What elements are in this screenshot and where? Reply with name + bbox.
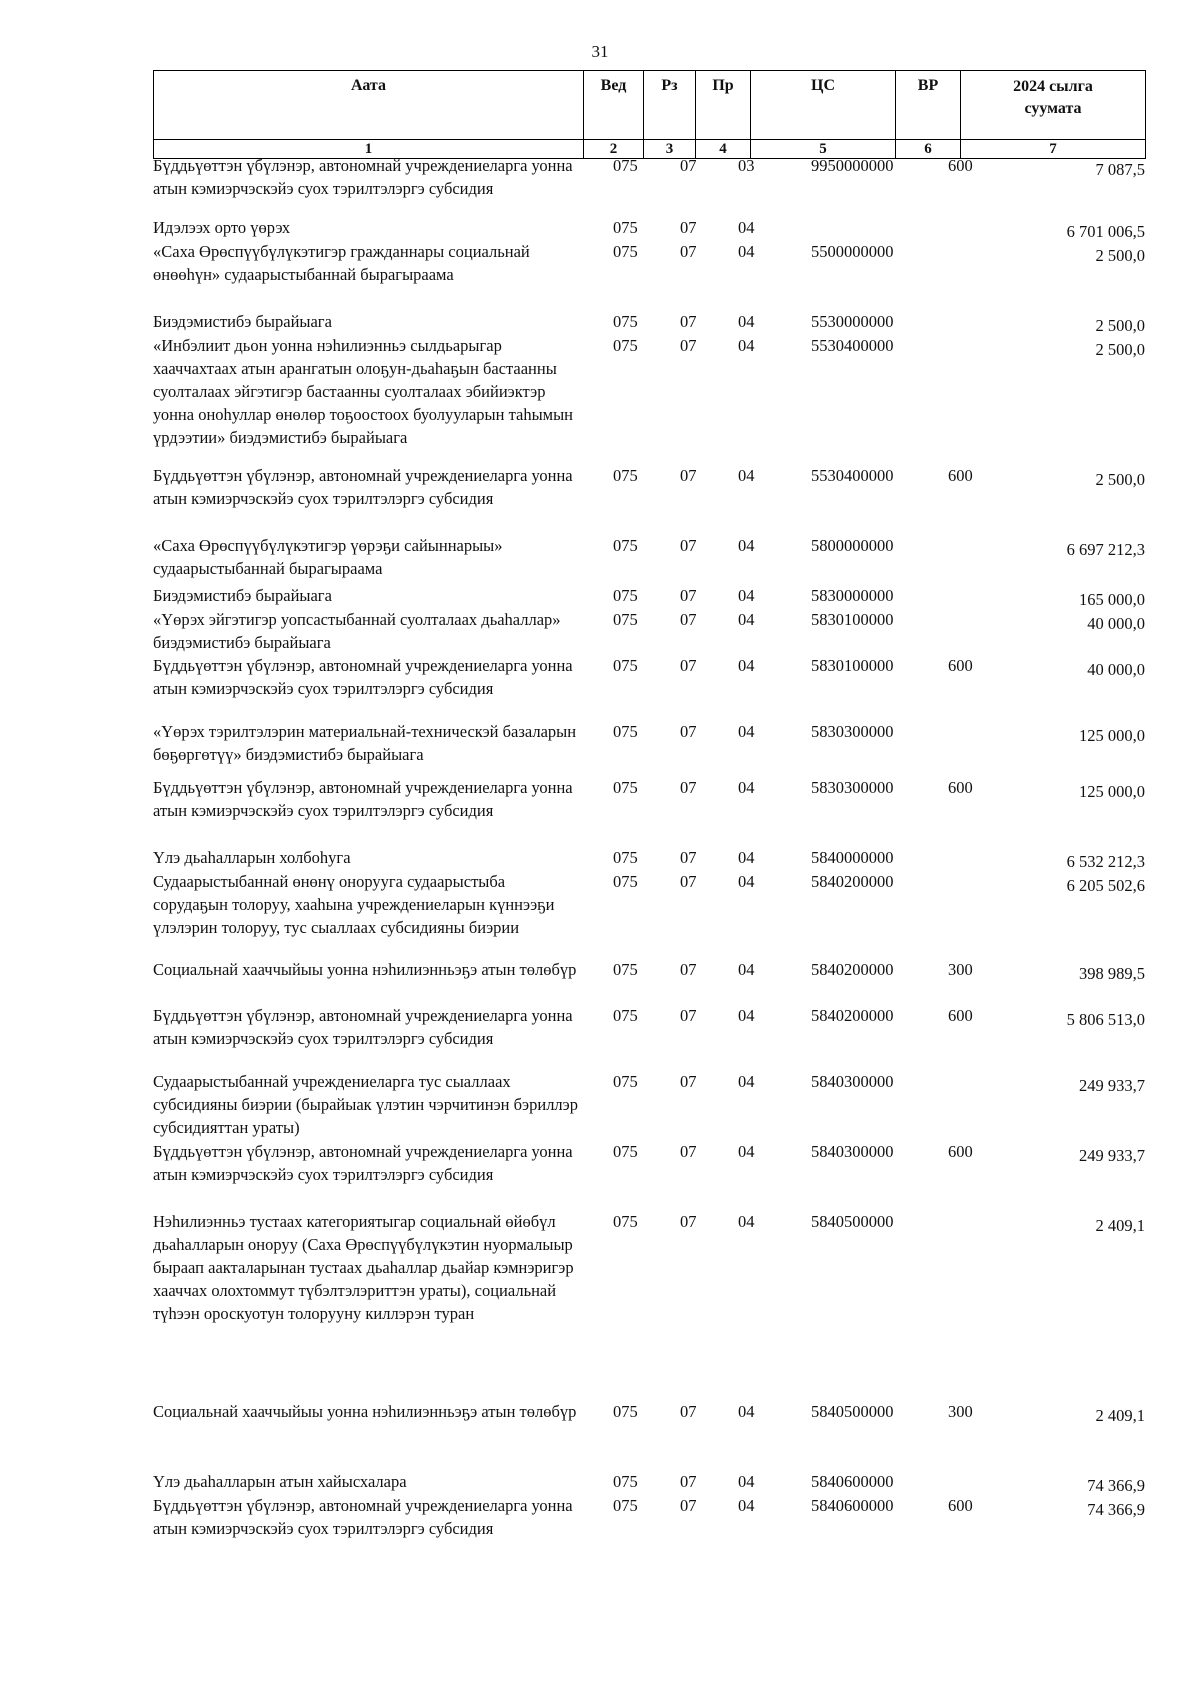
cell-name: «Үөрэх эйгэтигэр уопсастыбаннай суолталаах дьаһаллар» биэдэмистибэ бырайыага [153, 610, 561, 652]
cell-ved: 075 [613, 960, 638, 979]
col-number-1: 1 [154, 140, 584, 159]
cell-ved: 075 [613, 1006, 638, 1025]
cell-name: «Инбэлиит дьон уонна нэһилиэнньэ сылдьарыгар хааччахтаах атын арангатын олоҕун-дьаһаҕын бастаанны суолталаах эйгэтигэр бастаанны суолталаах эбийиэктэр уонна оноһуллар өнөлөр тоҕоостоох буолууларын таһымын үрдээтии» биэдэмистибэ бырайыага [153, 336, 574, 447]
cell-cs: 5830300000 [811, 778, 894, 797]
cell-name: Бүддьүөттэн үбүлэнэр, автономнай учреждениеларга уонна атын кэмиэрчэскэйэ суох тэрилтэлэргэ субсидия [153, 778, 573, 820]
cell-pr: 04 [738, 848, 755, 867]
cell-rz: 07 [680, 336, 697, 355]
cell-cs: 5500000000 [811, 242, 894, 261]
cell-pr: 04 [738, 1472, 755, 1491]
cell-cs: 5530000000 [811, 312, 894, 331]
cell-ved: 075 [613, 778, 638, 797]
cell-sum: 249 933,7 [1079, 1076, 1145, 1095]
cell-rz: 07 [680, 156, 697, 175]
cell-vr: 600 [948, 156, 973, 175]
cell-name: Судаарыстыбаннай учреждениеларга тус сыаллаах субсидияны биэрии (бырайыак үлэтин чэрчитинэн бэриллэр субсидияттан ураты) [153, 1072, 578, 1137]
cell-ved: 075 [613, 1472, 638, 1491]
cell-sum: 2 500,0 [1095, 470, 1145, 489]
cell-vr: 600 [948, 656, 973, 675]
cell-name: «Саха Өрөспүүбүлүкэтигэр үөрэҕи сайыннарыы» судаарыстыбаннай бырагыраама [153, 536, 503, 578]
cell-pr: 04 [738, 1072, 755, 1091]
cell-vr: 600 [948, 1006, 973, 1025]
cell-name: Бүддьүөттэн үбүлэнэр, автономнай учреждениеларга уонна атын кэмиэрчэскэйэ суох тэрилтэлэргэ субсидия [153, 466, 573, 508]
cell-sum: 2 409,1 [1095, 1216, 1145, 1235]
cell-ved: 075 [613, 242, 638, 261]
cell-rz: 07 [680, 610, 697, 629]
cell-sum: 7 087,5 [1095, 160, 1145, 179]
cell-rz: 07 [680, 586, 697, 605]
cell-rz: 07 [680, 1402, 697, 1421]
cell-name: Социальнай хааччыйыы уонна нэһилиэнньэҕэ атын төлөбүр [153, 1402, 577, 1421]
cell-cs: 5830300000 [811, 722, 894, 741]
cell-pr: 03 [738, 156, 755, 175]
cell-ved: 075 [613, 1496, 638, 1515]
cell-name: «Саха Өрөспүүбүлүкэтигэр гражданнары социальнай өнөөһүн» судаарыстыбаннай бырагыраама [153, 242, 530, 284]
cell-rz: 07 [680, 848, 697, 867]
cell-cs: 5840300000 [811, 1142, 894, 1161]
col-header-rz: Рз [644, 71, 696, 140]
cell-ved: 075 [613, 586, 638, 605]
cell-rz: 07 [680, 1072, 697, 1091]
cell-sum: 5 806 513,0 [1066, 1010, 1145, 1029]
cell-rz: 07 [680, 312, 697, 331]
cell-vr: 600 [948, 1496, 973, 1515]
cell-name: Социальнай хааччыйыы уонна нэһилиэнньэҕэ атын төлөбүр [153, 960, 577, 979]
cell-vr: 600 [948, 1142, 973, 1161]
cell-rz: 07 [680, 536, 697, 555]
cell-cs: 5840500000 [811, 1402, 894, 1421]
cell-pr: 04 [738, 1402, 755, 1421]
cell-rz: 07 [680, 872, 697, 891]
cell-cs: 5830000000 [811, 586, 894, 605]
cell-ved: 075 [613, 312, 638, 331]
cell-cs: 5840200000 [811, 872, 894, 891]
cell-ved: 075 [613, 1212, 638, 1231]
cell-sum: 6 701 006,5 [1066, 222, 1145, 241]
cell-pr: 04 [738, 722, 755, 741]
cell-pr: 04 [738, 872, 755, 891]
cell-ved: 075 [613, 466, 638, 485]
col-number-6: 6 [896, 140, 961, 159]
cell-sum: 40 000,0 [1087, 614, 1145, 633]
col-header-vr: ВР [896, 71, 961, 140]
cell-pr: 04 [738, 656, 755, 675]
cell-rz: 07 [680, 1006, 697, 1025]
cell-pr: 04 [738, 778, 755, 797]
cell-ved: 075 [613, 722, 638, 741]
cell-rz: 07 [680, 722, 697, 741]
cell-rz: 07 [680, 1212, 697, 1231]
cell-sum: 40 000,0 [1087, 660, 1145, 679]
cell-name: «Үөрэх тэрилтэлэрин материальнай-техническэй базаларын бөҕөргөтүү» биэдэмистибэ бырайыага [153, 722, 577, 764]
cell-sum: 74 366,9 [1087, 1500, 1145, 1519]
cell-ved: 075 [613, 872, 638, 891]
cell-sum: 6 205 502,6 [1066, 876, 1145, 895]
cell-vr: 300 [948, 960, 973, 979]
cell-cs: 5830100000 [811, 656, 894, 675]
cell-cs: 5530400000 [811, 336, 894, 355]
col-number-2: 2 [584, 140, 644, 159]
cell-cs: 5530400000 [811, 466, 894, 485]
cell-cs: 5830100000 [811, 610, 894, 629]
col-number-5: 5 [751, 140, 896, 159]
cell-sum: 2 409,1 [1095, 1406, 1145, 1425]
cell-pr: 04 [738, 218, 755, 237]
cell-cs: 5800000000 [811, 536, 894, 555]
cell-ved: 075 [613, 218, 638, 237]
cell-ved: 075 [613, 610, 638, 629]
cell-ved: 075 [613, 848, 638, 867]
cell-pr: 04 [738, 1142, 755, 1161]
cell-sum: 6 697 212,3 [1066, 540, 1145, 559]
cell-vr: 600 [948, 466, 973, 485]
cell-name: Биэдэмистибэ бырайыага [153, 312, 332, 331]
cell-rz: 07 [680, 242, 697, 261]
cell-rz: 07 [680, 778, 697, 797]
cell-name: Бүддьүөттэн үбүлэнэр, автономнай учреждениеларга уонна атын кэмиэрчэскэйэ суох тэрилтэлэргэ субсидия [153, 1142, 573, 1184]
col-header-sum: 2024 сылга суумата [961, 71, 1146, 140]
cell-sum: 125 000,0 [1079, 782, 1145, 801]
cell-sum: 6 532 212,3 [1066, 852, 1145, 871]
cell-ved: 075 [613, 656, 638, 675]
cell-sum: 2 500,0 [1095, 246, 1145, 265]
cell-cs: 5840600000 [811, 1496, 894, 1515]
cell-pr: 04 [738, 1212, 755, 1231]
col-header-name: Аата [154, 71, 584, 140]
cell-name: Нэһилиэнньэ тустаах категориятыгар социальнай өйөбүл дьаһалларын оноруу (Саха Өрөспүүбүлүкэтин нуормалыыр быраап аакталарынан тустаах дьаһаллар дьайар кэмнэригэр хааччах олохтоммут түбэлтэлэриттэн ураты), социальнай түһээн ороскуотун толорууну киллэрэн туран [153, 1212, 574, 1323]
col-number-4: 4 [696, 140, 751, 159]
cell-sum: 398 989,5 [1079, 964, 1145, 983]
cell-pr: 04 [738, 586, 755, 605]
cell-name: Идэлээх орто үөрэх [153, 218, 291, 237]
cell-pr: 04 [738, 466, 755, 485]
cell-pr: 04 [738, 610, 755, 629]
cell-ved: 075 [613, 1402, 638, 1421]
cell-sum: 2 500,0 [1095, 316, 1145, 335]
cell-pr: 04 [738, 242, 755, 261]
col-number-7: 7 [961, 140, 1146, 159]
cell-cs: 9950000000 [811, 156, 894, 175]
cell-cs: 5840200000 [811, 960, 894, 979]
cell-cs: 5840600000 [811, 1472, 894, 1491]
cell-name: Биэдэмистибэ бырайыага [153, 586, 332, 605]
cell-rz: 07 [680, 1472, 697, 1491]
cell-pr: 04 [738, 1496, 755, 1515]
cell-sum: 74 366,9 [1087, 1476, 1145, 1495]
cell-name: Бүддьүөттэн үбүлэнэр, автономнай учреждениеларга уонна атын кэмиэрчэскэйэ суох тэрилтэлэргэ субсидия [153, 1496, 573, 1538]
cell-name: Үлэ дьаһалларын холбоһуга [153, 848, 351, 867]
cell-rz: 07 [680, 218, 697, 237]
cell-name: Бүддьүөттэн үбүлэнэр, автономнай учреждениеларга уонна атын кэмиэрчэскэйэ суох тэрилтэлэргэ субсидия [153, 156, 573, 198]
cell-ved: 075 [613, 536, 638, 555]
cell-rz: 07 [680, 1496, 697, 1515]
cell-cs: 5840500000 [811, 1212, 894, 1231]
cell-pr: 04 [738, 536, 755, 555]
cell-cs: 5840300000 [811, 1072, 894, 1091]
cell-rz: 07 [680, 656, 697, 675]
cell-rz: 07 [680, 960, 697, 979]
col-header-ved: Вед [584, 71, 644, 140]
cell-name: Үлэ дьаһалларын атын хайысхалара [153, 1472, 407, 1491]
cell-cs: 5840000000 [811, 848, 894, 867]
cell-name: Бүддьүөттэн үбүлэнэр, автономнай учреждениеларга уонна атын кэмиэрчэскэйэ суох тэрилтэлэргэ субсидия [153, 656, 573, 698]
cell-vr: 300 [948, 1402, 973, 1421]
cell-sum: 125 000,0 [1079, 726, 1145, 745]
cell-sum: 249 933,7 [1079, 1146, 1145, 1165]
col-header-pr: Пр [696, 71, 751, 140]
col-header-cs: ЦС [751, 71, 896, 140]
cell-name: Бүддьүөттэн үбүлэнэр, автономнай учреждениеларга уонна атын кэмиэрчэскэйэ суох тэрилтэлэргэ субсидия [153, 1006, 573, 1048]
cell-cs: 5840200000 [811, 1006, 894, 1025]
cell-pr: 04 [738, 960, 755, 979]
table-header [153, 70, 1146, 159]
cell-ved: 075 [613, 156, 638, 175]
cell-sum: 165 000,0 [1079, 590, 1145, 609]
cell-ved: 075 [613, 1072, 638, 1091]
cell-vr: 600 [948, 778, 973, 797]
cell-name: Судаарыстыбаннай өнөнү онорууга судаарыстыба сорудаҕын толоруу, хааһына учреждениеларын күннээҕи үлэлэрин толоруу, тус сыаллаах субсидияны биэрии [153, 872, 555, 937]
cell-pr: 04 [738, 336, 755, 355]
cell-ved: 075 [613, 336, 638, 355]
cell-ved: 075 [613, 1142, 638, 1161]
header-titles-row [154, 71, 1146, 140]
cell-sum: 2 500,0 [1095, 340, 1145, 359]
cell-pr: 04 [738, 312, 755, 331]
cell-rz: 07 [680, 1142, 697, 1161]
cell-pr: 04 [738, 1006, 755, 1025]
cell-rz: 07 [680, 466, 697, 485]
col-number-3: 3 [644, 140, 696, 159]
page-number: 31 [591, 42, 609, 61]
